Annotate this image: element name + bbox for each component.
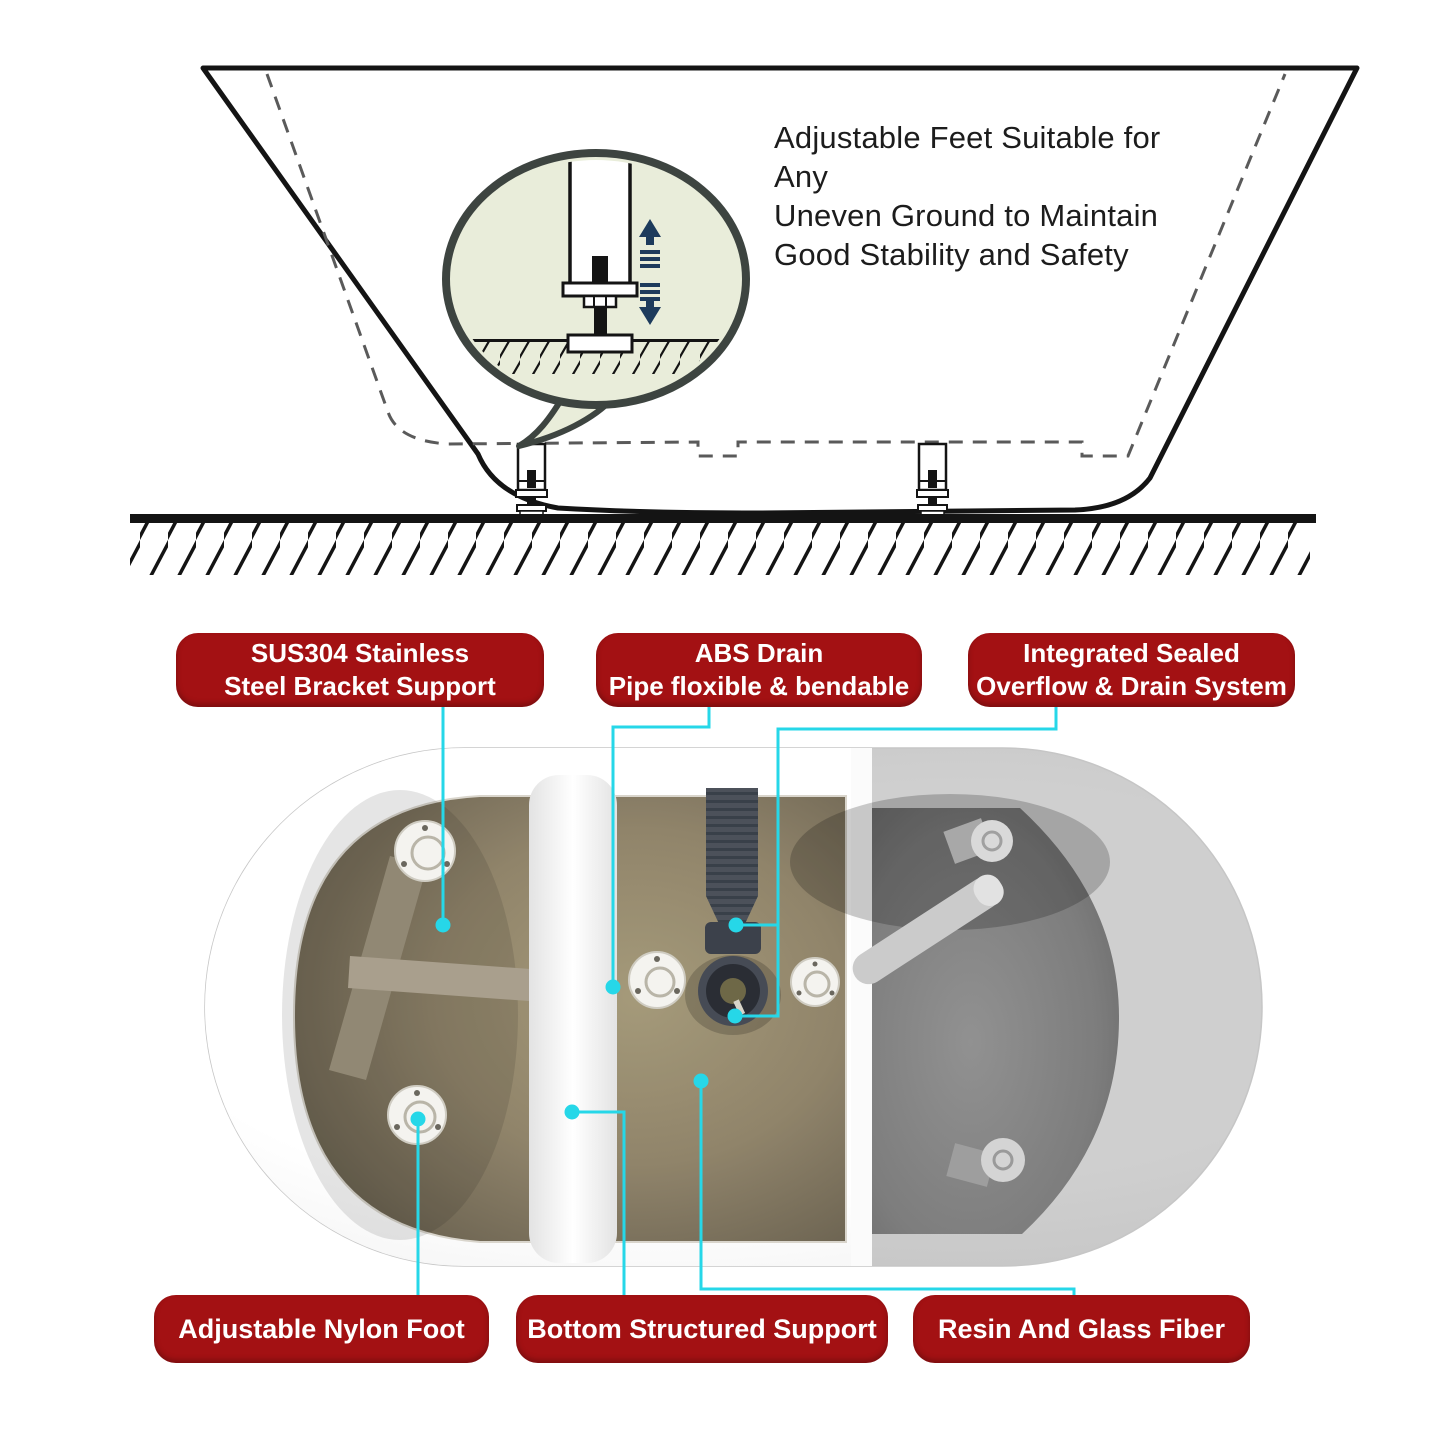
callout-dot — [606, 980, 621, 995]
foot-disc-center-right — [791, 958, 839, 1006]
callout-abs-drain-pipe — [596, 633, 922, 707]
callout-label: Pipe floxible & bendable — [608, 671, 910, 701]
callout-label: Steel Bracket Support — [224, 671, 496, 701]
callout-dot — [565, 1105, 580, 1120]
callout-dot — [694, 1074, 709, 1089]
foot-disc-top-left — [395, 821, 455, 881]
bottom-support-beam — [529, 775, 617, 1263]
annotation-line: Good Stability and Safety — [774, 237, 1129, 272]
callout-label: Resin And Glass Fiber — [937, 1314, 1226, 1344]
callout-dot — [728, 1009, 743, 1024]
tub-underside-photo — [205, 748, 1262, 1266]
callout-label: Adjustable Nylon Foot — [178, 1314, 465, 1344]
callout-sus304-bracket — [176, 633, 544, 707]
adjustable-foot-left — [516, 444, 547, 515]
adjustable-foot-right — [917, 444, 948, 515]
callout-bottom-structured-support — [516, 1295, 888, 1363]
annotation-line: Adjustable Feet Suitable for Any — [774, 120, 1161, 194]
callout-label: SUS304 Stainless — [250, 638, 470, 668]
callout-adjustable-nylon-foot — [154, 1295, 489, 1363]
foot-disc-center-left — [629, 952, 685, 1008]
callout-label: Bottom Structured Support — [527, 1314, 877, 1344]
adjustable-feet-annotation — [774, 118, 1214, 274]
callout-label: ABS Drain — [694, 638, 824, 668]
annotation-line: Uneven Ground to Maintain — [774, 198, 1159, 233]
callout-label: Integrated Sealed — [1023, 638, 1240, 668]
callout-overflow-drain-system — [968, 633, 1295, 707]
callout-dot — [436, 918, 451, 933]
drain-strap — [706, 788, 758, 926]
ground-hatch — [130, 514, 1316, 575]
callout-resin-glass-fiber — [913, 1295, 1250, 1363]
callout-dot — [411, 1112, 426, 1127]
callout-label: Overflow & Drain System — [976, 671, 1287, 701]
callout-dot — [729, 918, 744, 933]
